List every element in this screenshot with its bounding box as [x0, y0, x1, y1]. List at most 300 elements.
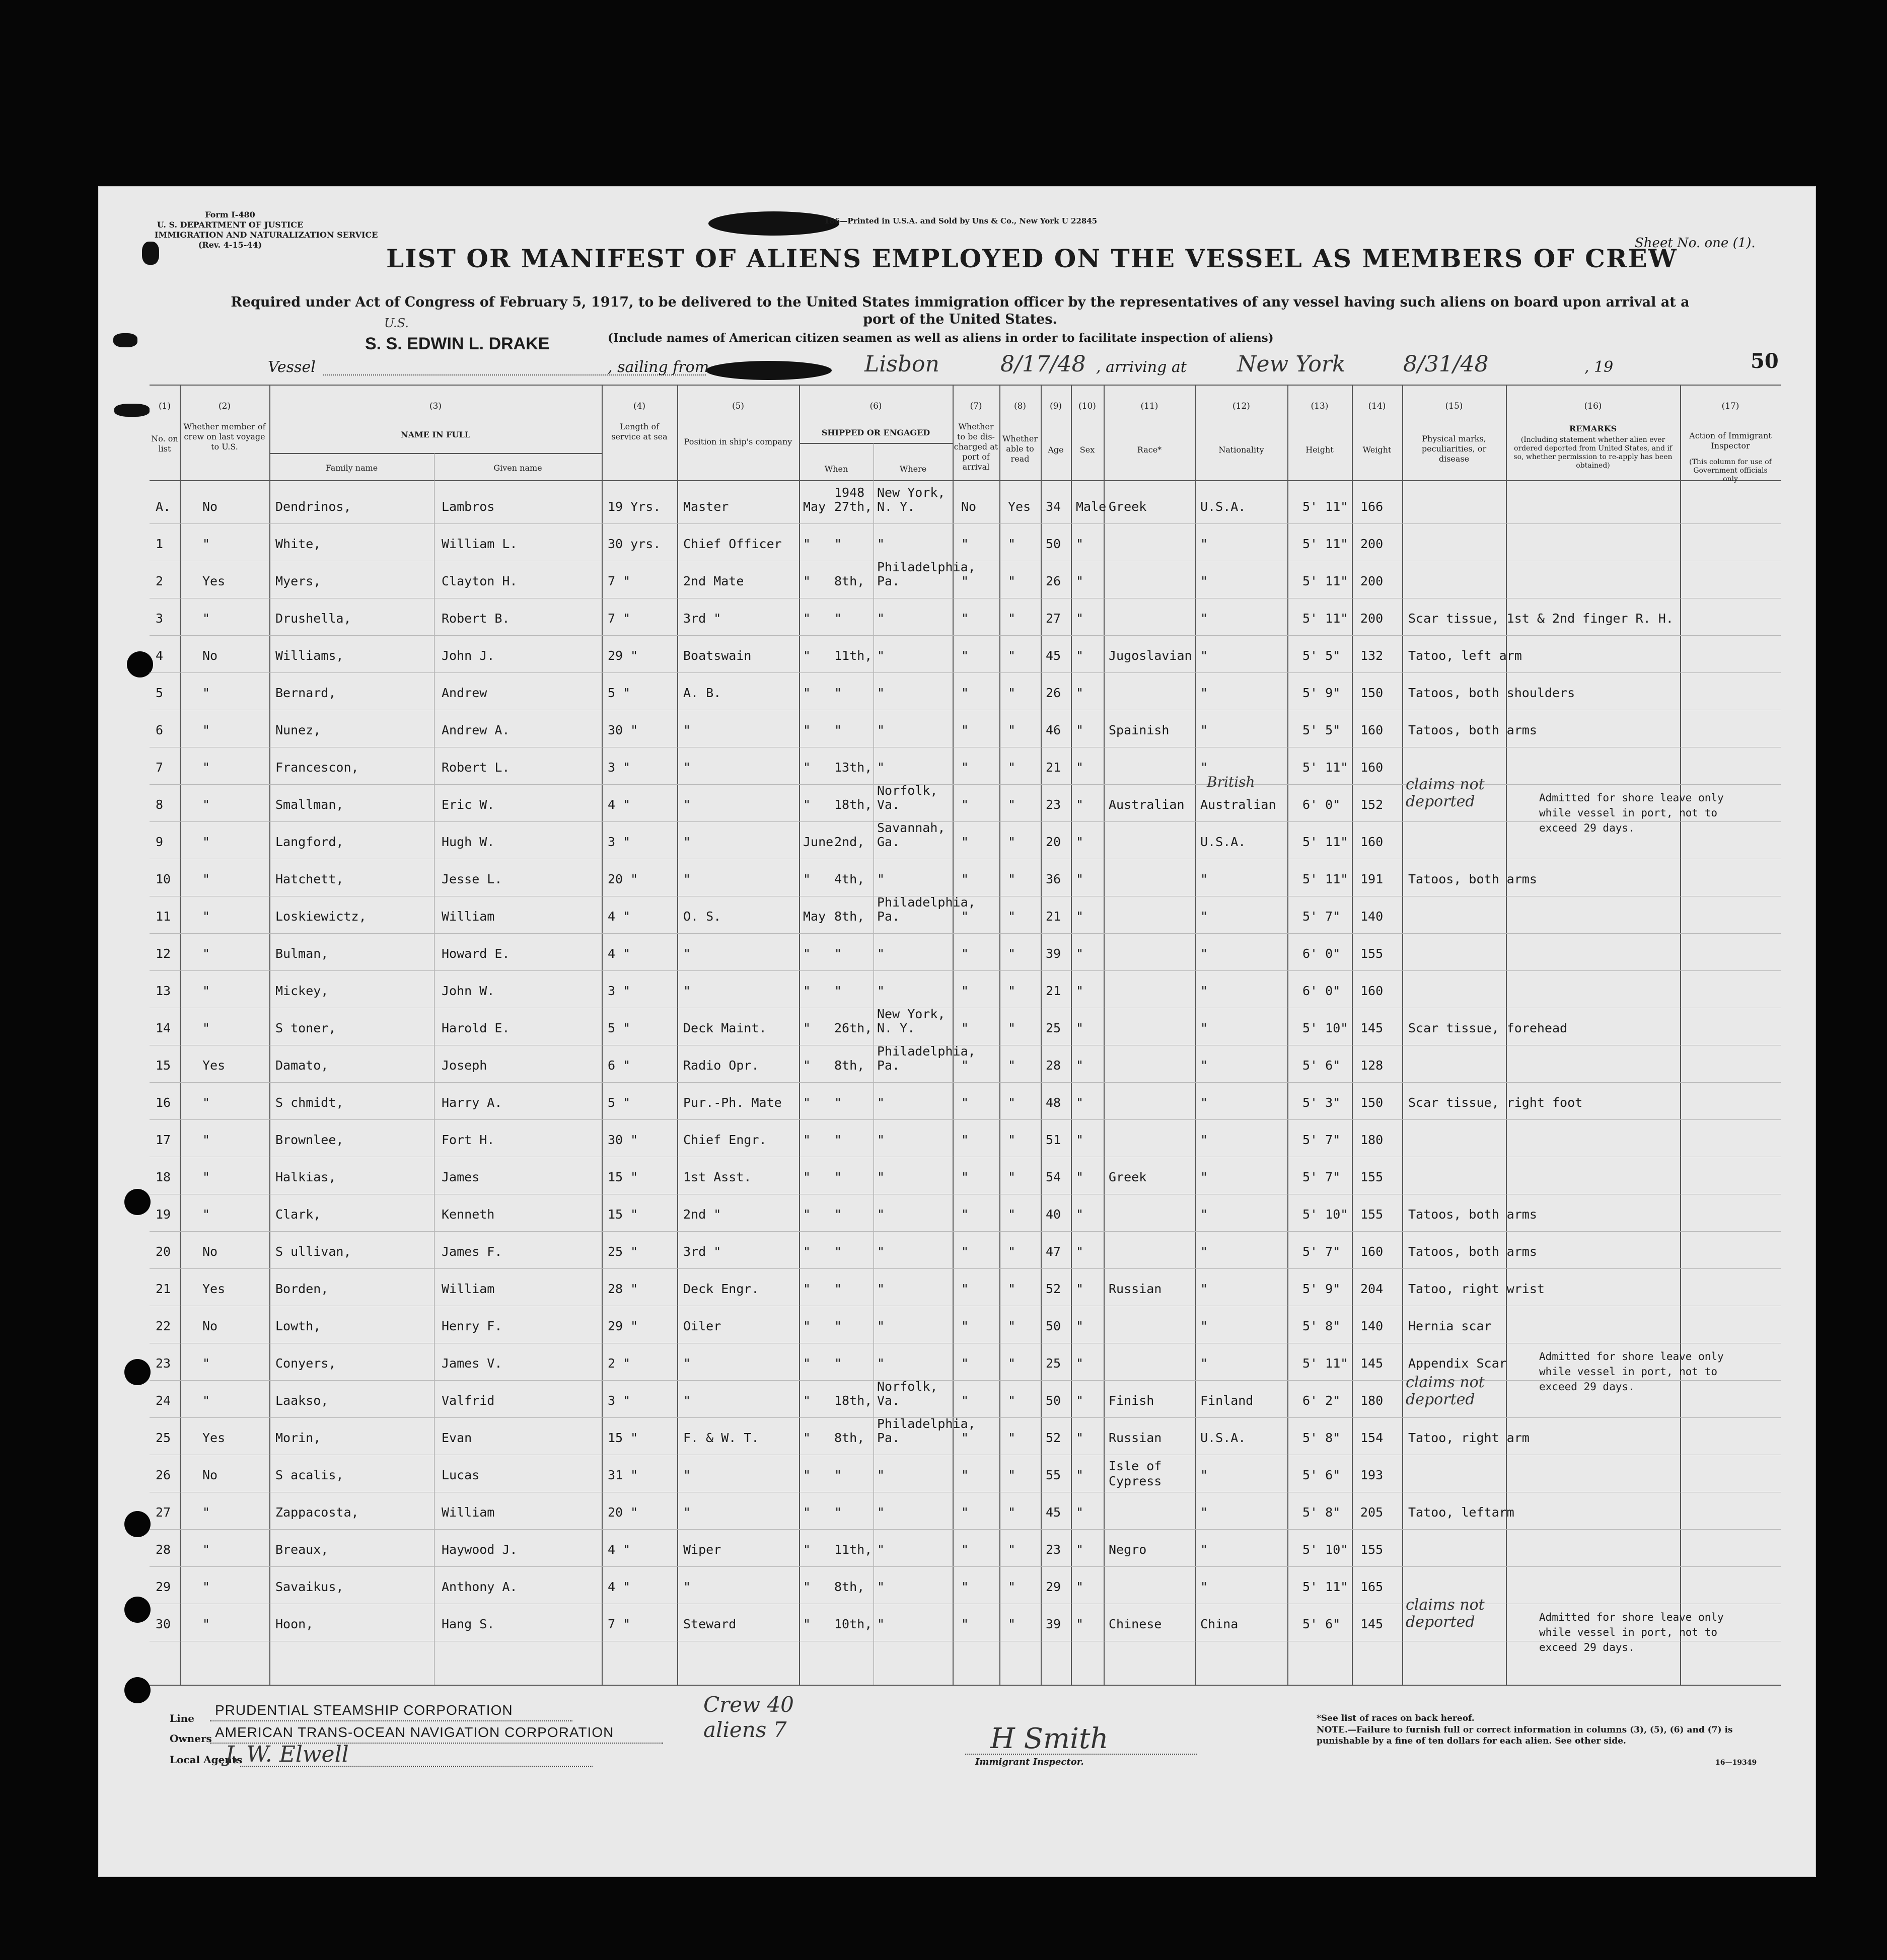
age: 52 — [1046, 1430, 1061, 1445]
member-last-voyage: " — [202, 723, 210, 737]
given-name: William L. — [442, 537, 518, 551]
nationality: " — [1200, 648, 1208, 663]
position: Deck Maint. — [683, 1021, 767, 1035]
row-number: 23 — [156, 1356, 171, 1371]
penalty-note: NOTE.—Failure to furnish full or correct information in columns (3), (5), (6) and (7) is punishable by a fine of ten dollars for each alien. See other side. — [1317, 1725, 1733, 1746]
given-name: Fort H. — [442, 1133, 495, 1147]
able-to-read: " — [1008, 1095, 1016, 1110]
nationality: " — [1200, 984, 1208, 998]
race-note: *See list of races on back hereof. — [1317, 1713, 1475, 1723]
when-day: " — [834, 1281, 842, 1296]
position: Chief Engr. — [683, 1133, 767, 1147]
row-number: 12 — [156, 946, 171, 961]
col-no: No. on list — [151, 434, 178, 454]
when-month: " — [803, 1393, 811, 1408]
physical-marks: Tatoos, both arms — [1408, 1244, 1537, 1259]
member-last-voyage: " — [202, 946, 210, 961]
when-month: " — [803, 872, 811, 886]
able-to-read: " — [1008, 1170, 1016, 1184]
line-value: PRUDENTIAL STEAMSHIP CORPORATION — [215, 1702, 513, 1718]
able-to-read: " — [1008, 1021, 1016, 1035]
row-number: 3 — [156, 611, 164, 626]
able-to-read: " — [1008, 648, 1016, 663]
age: 50 — [1046, 1319, 1061, 1333]
height: 5' 8" — [1302, 1430, 1341, 1445]
sex: " — [1076, 946, 1084, 961]
member-last-voyage: No — [202, 1244, 218, 1259]
age: 26 — [1046, 574, 1061, 588]
given-name: Andrew — [442, 686, 487, 700]
col-action-note: (This column for use of Government officials only — [1689, 458, 1772, 483]
nationality: " — [1200, 1058, 1208, 1073]
nationality: " — [1200, 1170, 1208, 1184]
height: 5' 6" — [1302, 1058, 1341, 1073]
row-number: 21 — [156, 1281, 171, 1296]
height: 5' 7" — [1302, 1170, 1341, 1184]
col-sex: Sex — [1079, 445, 1095, 455]
arrival-date: 8/31/48 — [1403, 351, 1489, 377]
when-day: " — [834, 1319, 842, 1333]
height: 5' 11" — [1302, 1579, 1348, 1594]
nationality: Australian — [1200, 797, 1276, 812]
family-name: Clark, — [275, 1207, 321, 1222]
age: 21 — [1046, 760, 1061, 775]
member-last-voyage: " — [202, 1021, 210, 1035]
family-name: White, — [275, 537, 321, 551]
position: 3rd " — [683, 1244, 721, 1259]
member-last-voyage: " — [202, 835, 210, 849]
position: " — [683, 984, 691, 998]
height: 6' 2" — [1302, 1393, 1341, 1408]
length-of-service: 4 " — [608, 797, 631, 812]
when-month: " — [803, 611, 811, 626]
length-of-service: 4 " — [608, 946, 631, 961]
position: " — [683, 835, 691, 849]
where-state: Va. — [877, 797, 900, 812]
where-state: " — [877, 1505, 885, 1520]
where-city: Philadelphia, — [877, 560, 976, 574]
physical-marks: Scar tissue, forehead — [1408, 1021, 1568, 1035]
where-state: " — [877, 1542, 885, 1557]
when-day: 8th, — [834, 1058, 865, 1073]
family-name: Langford, — [275, 835, 344, 849]
col-age: Age — [1048, 445, 1064, 455]
discharged: " — [961, 1095, 969, 1110]
where-state: Pa. — [877, 574, 900, 588]
row-number: 29 — [156, 1579, 171, 1594]
row-number: 20 — [156, 1244, 171, 1259]
row-number: 6 — [156, 723, 164, 737]
race: Greek — [1109, 499, 1147, 514]
age: 20 — [1046, 835, 1061, 849]
weight: 145 — [1360, 1617, 1384, 1631]
discharged: " — [961, 1542, 969, 1557]
col-given: Given name — [493, 463, 542, 473]
where-city: New York, — [877, 1007, 946, 1021]
able-to-read: " — [1008, 611, 1016, 626]
weight: 200 — [1360, 574, 1384, 588]
height: 6' 0" — [1302, 946, 1341, 961]
length-of-service: 19 Yrs. — [608, 499, 661, 514]
nationality: " — [1200, 1281, 1208, 1296]
physical-marks: Tatoos, both arms — [1408, 1207, 1537, 1222]
when-month: May — [803, 909, 826, 924]
length-of-service: 30 yrs. — [608, 537, 661, 551]
discharged: No — [961, 499, 977, 514]
family-name: Mickey, — [275, 984, 329, 998]
when-day: " — [834, 1095, 842, 1110]
position: " — [683, 946, 691, 961]
where-state: " — [877, 1579, 885, 1594]
when-day: " — [834, 1468, 842, 1482]
discharged: " — [961, 797, 969, 812]
height: 5' 7" — [1302, 1244, 1341, 1259]
year-prefix: , 19 — [1584, 358, 1614, 376]
when-day: 8th, — [834, 909, 865, 924]
member-last-voyage: No — [202, 1468, 218, 1482]
position: 3rd " — [683, 611, 721, 626]
row-number: 17 — [156, 1133, 171, 1147]
row-number: 10 — [156, 872, 171, 886]
weight: 145 — [1360, 1021, 1384, 1035]
sex: " — [1076, 648, 1084, 663]
when-year: 1948 — [834, 485, 865, 500]
when-day: 26th, — [834, 1021, 873, 1035]
given-name: Evan — [442, 1430, 472, 1445]
where-state: Pa. — [877, 909, 900, 924]
family-name: Dendrinos, — [275, 499, 351, 514]
able-to-read: " — [1008, 1617, 1016, 1631]
arriving-at-label: , arriving at — [1096, 358, 1187, 376]
when-day: " — [834, 984, 842, 998]
able-to-read: " — [1008, 835, 1016, 849]
nationality: " — [1200, 1207, 1208, 1222]
age: 28 — [1046, 1058, 1061, 1073]
nationality: China — [1200, 1617, 1239, 1631]
where-state: " — [877, 537, 885, 551]
weight: 155 — [1360, 1542, 1384, 1557]
race: Jugoslavian — [1109, 648, 1192, 663]
weight: 160 — [1360, 760, 1384, 775]
col-length: Length of service at sea — [611, 422, 668, 441]
member-last-voyage: Yes — [202, 574, 226, 588]
height: 5' 11" — [1302, 1356, 1348, 1371]
discharged: " — [961, 1468, 969, 1482]
nationality: " — [1200, 723, 1208, 737]
length-of-service: 5 " — [608, 686, 631, 700]
position: A. B. — [683, 686, 721, 700]
where-state: Ga. — [877, 835, 900, 849]
sailing-from-label: , sailing from — [608, 358, 709, 376]
family-name: S acalis, — [275, 1468, 344, 1482]
hand-british: British — [1207, 774, 1255, 790]
given-name: Harry A. — [442, 1095, 502, 1110]
row-number: 19 — [156, 1207, 171, 1222]
col-position: Position in ship's company — [684, 437, 792, 446]
col-family: Family name — [325, 463, 378, 473]
length-of-service: 3 " — [608, 984, 631, 998]
nationality: Finland — [1200, 1393, 1254, 1408]
discharged: " — [961, 1356, 969, 1371]
age: 39 — [1046, 1617, 1061, 1631]
position: " — [683, 1505, 691, 1520]
weight: 155 — [1360, 946, 1384, 961]
sex: " — [1076, 1021, 1084, 1035]
row-number: 30 — [156, 1617, 171, 1631]
nationality: U.S.A. — [1200, 1430, 1246, 1445]
sex: " — [1076, 1356, 1084, 1371]
physical-marks: Hernia scar — [1408, 1319, 1492, 1333]
age: 46 — [1046, 723, 1061, 737]
when-month: " — [803, 1579, 811, 1594]
member-last-voyage: " — [202, 1579, 210, 1594]
when-day: 4th, — [834, 872, 865, 886]
sex: " — [1076, 574, 1084, 588]
discharged: " — [961, 611, 969, 626]
given-name: Kenneth — [442, 1207, 495, 1222]
able-to-read: " — [1008, 723, 1016, 737]
nationality: U.S.A. — [1200, 835, 1246, 849]
position: " — [683, 1468, 691, 1482]
where-state: Pa. — [877, 1430, 900, 1445]
when-day: 8th, — [834, 1579, 865, 1594]
weight: 200 — [1360, 611, 1384, 626]
where-state: " — [877, 760, 885, 775]
where-state: " — [877, 1244, 885, 1259]
weight: 160 — [1360, 835, 1384, 849]
family-name: Borden, — [275, 1281, 329, 1296]
able-to-read: " — [1008, 1319, 1016, 1333]
discharged: " — [961, 946, 969, 961]
when-month: " — [803, 1505, 811, 1520]
sex: " — [1076, 1579, 1084, 1594]
able-to-read: " — [1008, 1393, 1016, 1408]
row-number: 28 — [156, 1542, 171, 1557]
age: 25 — [1046, 1356, 1061, 1371]
discharged: " — [961, 760, 969, 775]
redaction-blot — [706, 361, 832, 380]
given-name: Anthony A. — [442, 1579, 518, 1594]
height: 5' 11" — [1302, 499, 1348, 514]
height: 5' 5" — [1302, 723, 1341, 737]
sex: " — [1076, 835, 1084, 849]
sex: " — [1076, 909, 1084, 924]
sex: " — [1076, 537, 1084, 551]
when-day: " — [834, 1133, 842, 1147]
row-number: 4 — [156, 648, 164, 663]
weight: 180 — [1360, 1133, 1384, 1147]
sailing-date: 8/17/48 — [1000, 351, 1086, 377]
race: Australian — [1109, 797, 1185, 812]
member-last-voyage: " — [202, 1356, 210, 1371]
age: 54 — [1046, 1170, 1061, 1184]
height: 5' 9" — [1302, 686, 1341, 700]
age: 29 — [1046, 1579, 1061, 1594]
sex: " — [1076, 1393, 1084, 1408]
where-state: " — [877, 723, 885, 737]
length-of-service: 7 " — [608, 574, 631, 588]
when-month: " — [803, 1430, 811, 1445]
row-number: 25 — [156, 1430, 171, 1445]
nationality: " — [1200, 611, 1208, 626]
family-name: Hoon, — [275, 1617, 314, 1631]
where-city: Norfolk, — [877, 1379, 938, 1394]
length-of-service: 30 " — [608, 723, 638, 737]
able-to-read: " — [1008, 1579, 1016, 1594]
age: 45 — [1046, 1505, 1061, 1520]
age: 34 — [1046, 499, 1061, 514]
nationality: " — [1200, 1356, 1208, 1371]
when-month: " — [803, 1058, 811, 1073]
col-remarks-note: (Including statement whether alien ever ordered deported from United States, and if so, whether permission to re-apply has been obtained) — [1513, 436, 1673, 470]
sheet-number: Sheet No. one (1). — [1635, 236, 1756, 251]
hand-claims-3: claims not deported — [1406, 1596, 1485, 1631]
length-of-service: 15 " — [608, 1430, 638, 1445]
remarks: Admitted for shore leave only while vessel in port, not to exceed 29 days. — [1539, 792, 1724, 834]
when-month: " — [803, 1468, 811, 1482]
position: " — [683, 1356, 691, 1371]
when-month: " — [803, 1356, 811, 1371]
member-last-voyage: " — [202, 909, 210, 924]
weight: 191 — [1360, 872, 1384, 886]
where-state: " — [877, 1207, 885, 1222]
sex: Male — [1076, 499, 1107, 514]
discharged: " — [961, 1319, 969, 1333]
where-state: " — [877, 1468, 885, 1482]
family-name: Bulman, — [275, 946, 329, 961]
position: Pur.-Ph. Mate — [683, 1095, 782, 1110]
weight: 128 — [1360, 1058, 1384, 1073]
physical-marks: Scar tissue, right foot — [1408, 1095, 1583, 1110]
when-day: " — [834, 1170, 842, 1184]
row-number: 27 — [156, 1505, 171, 1520]
when-month: " — [803, 1617, 811, 1631]
physical-marks: Scar tissue, 1st & 2nd finger R. H. — [1408, 611, 1674, 626]
sex: " — [1076, 611, 1084, 626]
age: 47 — [1046, 1244, 1061, 1259]
where-state: " — [877, 1170, 885, 1184]
when-day: 11th, — [834, 1542, 873, 1557]
height: 5' 3" — [1302, 1095, 1341, 1110]
position: F. & W. T. — [683, 1430, 759, 1445]
required-text: Required under Act of Congress of February 5, 1917, to be delivered to the United States immigration officer by the representatives of any vessel having such aliens on board upon arrival at a port of the United States. — [231, 294, 1690, 327]
where-state: " — [877, 946, 885, 961]
col-height: Height — [1305, 445, 1334, 455]
height: 5' 7" — [1302, 909, 1341, 924]
when-day: " — [834, 537, 842, 551]
page-title: LIST OR MANIFEST OF ALIENS EMPLOYED ON THE VESSEL AS MEMBERS OF CREW — [386, 244, 1678, 273]
position: 2nd Mate — [683, 574, 744, 588]
sex: " — [1076, 1133, 1084, 1147]
member-last-voyage: No — [202, 499, 218, 514]
weight: 145 — [1360, 1356, 1384, 1371]
when-month: " — [803, 1542, 811, 1557]
given-name: Joseph — [442, 1058, 487, 1073]
where-state: " — [877, 686, 885, 700]
table-header-rule — [150, 480, 1781, 481]
family-name: Savaikus, — [275, 1579, 344, 1594]
when-day: " — [834, 723, 842, 737]
weight: 166 — [1360, 499, 1384, 514]
length-of-service: 5 " — [608, 1095, 631, 1110]
age: 40 — [1046, 1207, 1061, 1222]
when-month: " — [803, 760, 811, 775]
able-to-read: " — [1008, 537, 1016, 551]
col-physical: Physical marks, peculiarities, or disease — [1421, 434, 1487, 464]
height: 5' 10" — [1302, 1542, 1348, 1557]
col-member: Whether member of crew on last voyage to U.S. — [183, 422, 266, 451]
family-name: S toner, — [275, 1021, 336, 1035]
nationality: " — [1200, 1505, 1208, 1520]
nationality: " — [1200, 1468, 1208, 1482]
table-bottom-rule — [150, 1685, 1781, 1686]
sex: " — [1076, 1095, 1084, 1110]
weight: 200 — [1360, 537, 1384, 551]
table-top-rule — [150, 385, 1781, 386]
length-of-service: 30 " — [608, 1133, 638, 1147]
given-name: William — [442, 909, 495, 924]
when-month: " — [803, 1319, 811, 1333]
able-to-read: " — [1008, 1281, 1016, 1296]
where-state: " — [877, 1356, 885, 1371]
when-month: " — [803, 1133, 811, 1147]
length-of-service: 5 " — [608, 1021, 631, 1035]
given-name: James F. — [442, 1244, 502, 1259]
sex: " — [1076, 1617, 1084, 1631]
weight: 150 — [1360, 686, 1384, 700]
nationality: " — [1200, 909, 1208, 924]
when-day: 11th, — [834, 648, 873, 663]
family-name: Lowth, — [275, 1319, 321, 1333]
length-of-service: 31 " — [608, 1468, 638, 1482]
when-month: May — [803, 499, 826, 514]
nationality: " — [1200, 574, 1208, 588]
discharged: " — [961, 1430, 969, 1445]
height: 5' 6" — [1302, 1468, 1341, 1482]
manifest-sheet: Form I-480 U. S. DEPARTMENT OF JUSTICE IMMIGRATION AND NATURALIZATION SERVICE (Rev. 4-15-44) 186—Printed in U.S.A. and Sold by Uns & Co., New York U 22845 Sheet No. one (1). LIST OR MANIFEST OF ALIENS EMPLOYED ON THE VESSEL AS MEMBERS OF CREW Required under Act of Congress of February 5, 1917, to be delivered to the United States immigration officer by the representatives of any vessel having such aliens on board upon arrival at a port of the United States. (Include names of American citizen seamen as well as aliens in order to facilitate inspection of aliens) U.S. S. S. EDWIN L. DRAKE Vessel , sailing from Lisbon 8/17/48 , arriving at New York 8/31/48 , 19 50 (1) (2) (3) (4) (5) (6) (7) (8) (9) (10) (11) (12) (13) (14) (15) (16) (17) No. on list Whether member of crew on last voyage to U.S. NAME IN FULL Family name Given name Length of service at sea Position in ship's company SHIPPED OR ENGAGED When Where Whether to be dis-charged at port of arrival Whether able to read Sex Age Race* Nationality Height Weight Physical marks, peculiarities, or disease REMARKS (Including statement whether alien ever ordered deported from United States, and if so, whether permission to re-apply has been obtained) Action of Immigrant Inspector (This column for use of Government officials only A. No Dendrinos, Lambros 19 Yrs. Master May 1948 27th, New York, N. Y. No Yes 34 Male Greek U.S.A. 5' 11" 166 1 " White, William L. 30 yrs. Chief Officer " " " " " 50 " " 5' 11" 200 2 Yes Myers, Clayton H. 7 " 2nd Mate " 8th, Philadelphia, Pa. " " 26 " " 5' 11" 200 3 " Drushella, Robert B. 7 " 3rd " " " " " " 27 " " 5' 11" 200 Scar tissue, 1st & 2nd finger R. H. 4 No Williams, John J. 29 " Boatswain " 11th, " " " 45 " Jugoslavian " 5' 5" 132 Tatoo, left arm 5 " Bernard, Andrew 5 " A. B. " " " " " 26 " " 5' 9" 150 Tatoos, both shoulders 6 " Nunez, Andrew A. 30 " " " " " " " 46 " Spainish " 5' 5" 160 Tatoos, both arms 7 " Francescon, Robert L. 3 " " " 13th, " " " 21 " " 5' 11" 160 8 " Smallman, Eric W. 4 " " " 18th, Norfolk, Va. " " 23 " Australian Australian 6' 0" 152 Admitted for shore leave only while vessel in port, not to exceed 29 days. 9 " Langford, Hugh W. 3 " " June 2nd, Savannah, Ga. " " 20 " U.S.A. 5' 11" 160 10 " Hatchett, Jesse L. 20 " " " 4th, " " " 36 " " 5' 11" 191 Tatoos, both arms 11 " Loskiewictz, William 4 " O. S. May 8th, Philadelphia, Pa. " " 21 " " 5' 7" 140 12 " Bulman, Howard E. 4 " " " " " " " 39 " " 6' 0" 155 13 " Mickey, John W. 3 " " " " " " " 21 " " 6' 0" 160 14 " S toner, Harold E. 5 " Deck Maint. " 26th, New York, N. Y. " " 25 " " 5' 10" 145 Scar tissue, forehead 15 Yes Damato, Joseph 6 " Radio Opr. " 8th, Philadelphia, Pa. " " 28 " " 5' 6" 128 16 " S chmidt, Harry A. 5 " Pur.-Ph. Mate " " " " " 48 " " 5' 3" 150 Scar tissue, right foot 17 " Brownlee, Fort H. 30 " Chief Engr. " " " " " 51 " " 5' 7" 180 18 " Halkias, James 15 " 1st Asst. " " " " " 54 " Greek " 5' 7" 155 19 " Clark, Kenneth 15 " 2nd " " " " " " 40 " " 5' 10" 155 Tatoos, both arms 20 No S ullivan, James F. 25 " 3rd " " " " " " 47 " " 5' 7" 160 Tatoos, both arms 21 Yes Borden, William 28 " Deck Engr. " " " " " 52 " Russian " 5' 9" 204 Tatoo, right wrist 22 No Lowth, Henry F. 29 " Oiler " " " " " 50 " " 5' 8" 140 Hernia scar 23 " Conyers, James V. 2 " " " " " " " 25 " " 5' 11" 145 Appendix Scar Admitted for shore leave only while vessel in port, not to exceed 29 days. 24 " Laakso, Valfrid 3 " " " 18th, Norfolk, Va. " " 50 " Finish Finland 6' 2" 180 25 Yes Morin, Evan 15 " F. & W. T. " 8th, Philadelphia, Pa. " " 52 " Russian U.S.A. 5' 8" 154 Tatoo, right arm 26 No S acalis, Lucas 31 " " " " " " " 55 " Isle of Cypress " 5' 6" 193 27 " Zappacosta, William 20 " " " " " " " 45 " " 5' 8" 205 Tatoo, leftarm 28 " Breaux, Haywood J. 4 " Wiper " 11th, " " " 23 " Negro " 5' 10" 155 29 " Savaikus, Anthony A. 4 " " " 8th, " " " 29 " " 5' 11" 165 30 " Hoon, Hang S. 7 " Steward " 10th, " " " 39 " Chinese China 5' 6" 145 Admitted for shore leave only while vessel in port, not to exceed 29 days. British claims not deported claims not deported claims not deported Line PRUDENTIAL STEAMSHIP CORPORATION Owners AMERICAN TRANS-OCEAN NAVIGATION CORPORATION Local Agents J. W. Elwell Crew 40 aliens 7 H Smith Immigrant Inspector. *See list of races on back hereof. NOTE.—Failure to furnish full or correct information in columns (3), (5), (6) and (7) is punishable by a fine of ten dollars for each alien. See other side. 16—19349 — [98, 186, 1816, 1877]
weight: 154 — [1360, 1430, 1384, 1445]
age: 50 — [1046, 537, 1061, 551]
sex: " — [1076, 1244, 1084, 1259]
vessel-prefix: U.S. — [384, 316, 409, 330]
when-day: " — [834, 1207, 842, 1222]
race: Chinese — [1109, 1617, 1162, 1631]
punch-hole — [124, 1359, 151, 1385]
where-city: Philadelphia, — [877, 895, 976, 910]
age: 27 — [1046, 611, 1061, 626]
height: 5' 9" — [1302, 1281, 1341, 1296]
able-to-read: " — [1008, 1356, 1016, 1371]
position: Radio Opr. — [683, 1058, 759, 1073]
weight: 152 — [1360, 797, 1384, 812]
able-to-read: " — [1008, 946, 1016, 961]
nationality: " — [1200, 946, 1208, 961]
given-name: Haywood J. — [442, 1542, 518, 1557]
family-name: S chmidt, — [275, 1095, 344, 1110]
vessel-label: Vessel — [268, 358, 316, 376]
weight: 150 — [1360, 1095, 1384, 1110]
aliens-count: aliens 7 — [703, 1717, 787, 1742]
when-month: " — [803, 1170, 811, 1184]
given-name: Clayton H. — [442, 574, 518, 588]
weight: 140 — [1360, 1319, 1384, 1333]
row-number: 15 — [156, 1058, 171, 1073]
member-last-voyage: " — [202, 1505, 210, 1520]
physical-marks: Tatoos, both shoulders — [1408, 686, 1575, 700]
position: " — [683, 1393, 691, 1408]
family-name: Zappacosta, — [275, 1505, 359, 1520]
where-city: Philadelphia, — [877, 1416, 976, 1431]
